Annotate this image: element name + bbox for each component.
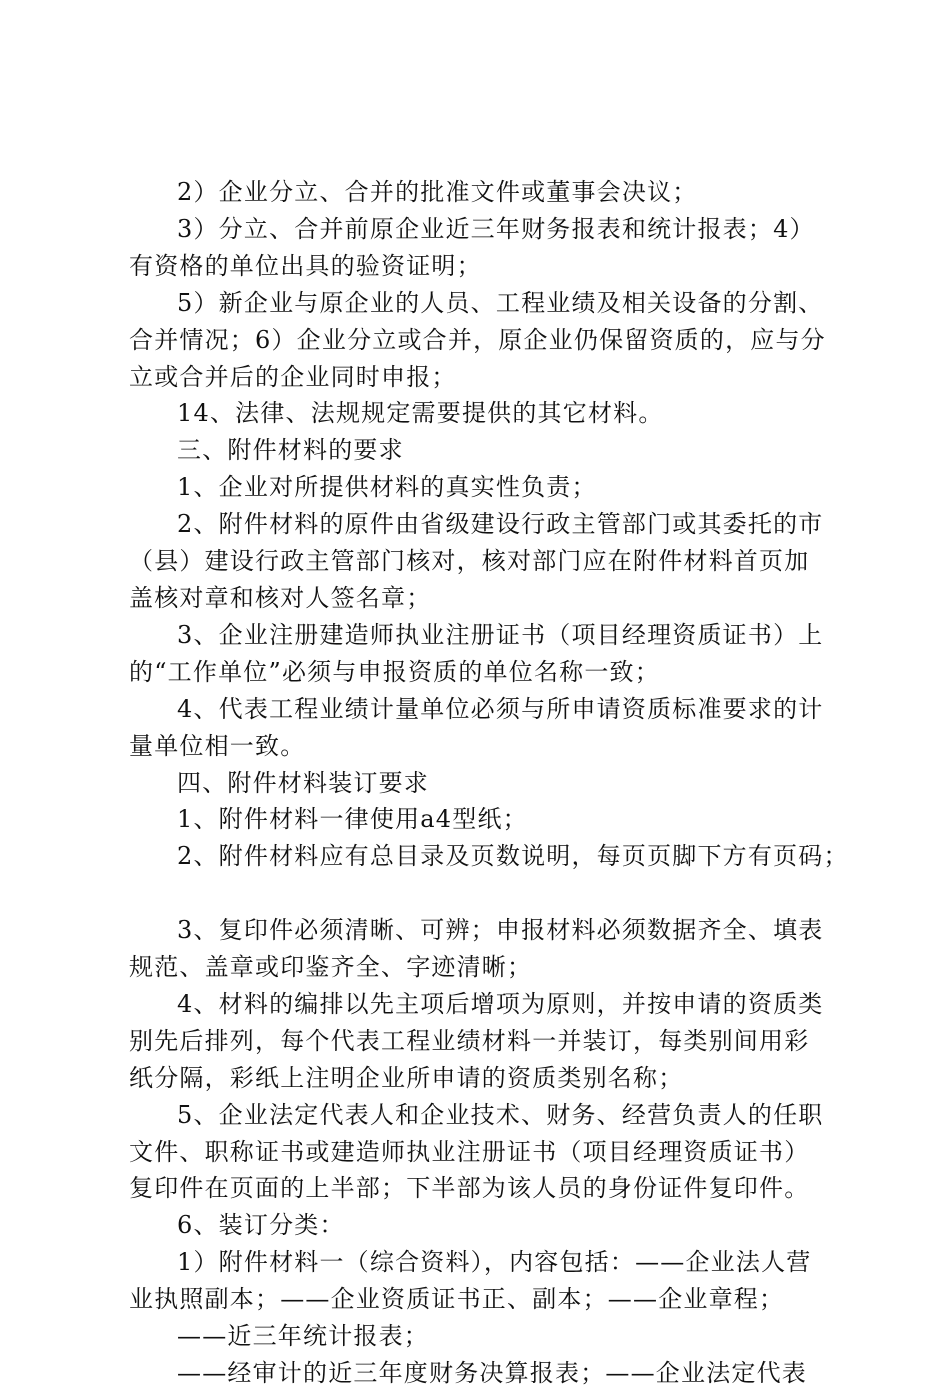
document-body	[129, 174, 849, 1392]
text-line: 1、企业对所提供材料的真实性负责；	[177, 473, 597, 502]
text-line: 别先后排列，每个代表工程业绩材料一并装订，每类别间用彩	[129, 1026, 810, 1055]
text-line: 4、材料的编排以先主项后增项为原则，并按申请的资质类	[177, 989, 824, 1018]
text-line: 立或合并后的企业同时申报；	[129, 362, 457, 391]
text-line: 有资格的单位出具的验资证明；	[129, 251, 482, 280]
text-line: 文件、职称证书或建造师执业注册证书（项目经理资质证书）	[129, 1137, 810, 1166]
text-line: 业执照副本；——企业资质证书正、副本；——企业章程；	[129, 1285, 785, 1314]
text-line: 5）新企业与原企业的人员、工程业绩及相关设备的分割、	[177, 288, 824, 317]
text-line: 三、附件材料的要求	[177, 436, 404, 465]
text-line: 5、企业法定代表人和企业技术、财务、经营负责人的任职	[177, 1100, 824, 1129]
text-line: 1、附件材料一律使用a4型纸；	[177, 805, 528, 834]
text-line: 2、附件材料应有总目录及页数说明，每页页脚下方有页码；	[177, 842, 849, 871]
text-line: 合并情况；6）企业分立或合并，原企业仍保留资质的，应与分	[129, 325, 826, 354]
blank-line	[129, 875, 841, 912]
text-line: 3、复印件必须清晰、可辨；申报材料必须数据齐全、填表	[177, 916, 824, 945]
text-line: 复印件在页面的上半部；下半部为该人员的身份证件复印件。	[129, 1174, 810, 1203]
text-line: ——近三年统计报表；	[177, 1322, 429, 1351]
text-line: 14、法律、法规规定需要提供的其它材料。	[177, 399, 664, 428]
text-line: 的“工作单位”必须与申报资质的单位名称一致；	[129, 657, 660, 686]
text-line: ——经审计的近三年度财务决算报表；——企业法定代表	[177, 1358, 807, 1387]
text-line: 2、附件材料的原件由省级建设行政主管部门或其委托的市	[177, 510, 824, 539]
text-line: 6、装订分类：	[177, 1211, 345, 1240]
text-line: 四、附件材料装订要求	[177, 768, 429, 797]
text-line: 量单位相一致。	[129, 731, 306, 760]
text-line: 2）企业分立、合并的批准文件或董事会决议；	[177, 178, 698, 206]
text-line: 盖核对章和核对人签名章；	[129, 583, 432, 612]
text-line: 3）分立、合并前原企业近三年财务报表和统计报表；4）	[177, 214, 815, 243]
text-line: （县）建设行政主管部门核对，核对部门应在附件材料首页加	[129, 547, 810, 576]
text-line: 1）附件材料一（综合资料），内容包括：——企业法人营	[177, 1248, 812, 1277]
text-line: 规范、盖章或印鉴齐全、字迹清晰；	[129, 953, 533, 982]
text-line: 纸分隔，彩纸上注明企业所申请的资质类别名称；	[129, 1063, 684, 1092]
text-line: 3、企业注册建造师执业注册证书（项目经理资质证书）上	[177, 620, 824, 649]
text-line: 4、代表工程业绩计量单位必须与所申请资质标准要求的计	[177, 694, 824, 723]
